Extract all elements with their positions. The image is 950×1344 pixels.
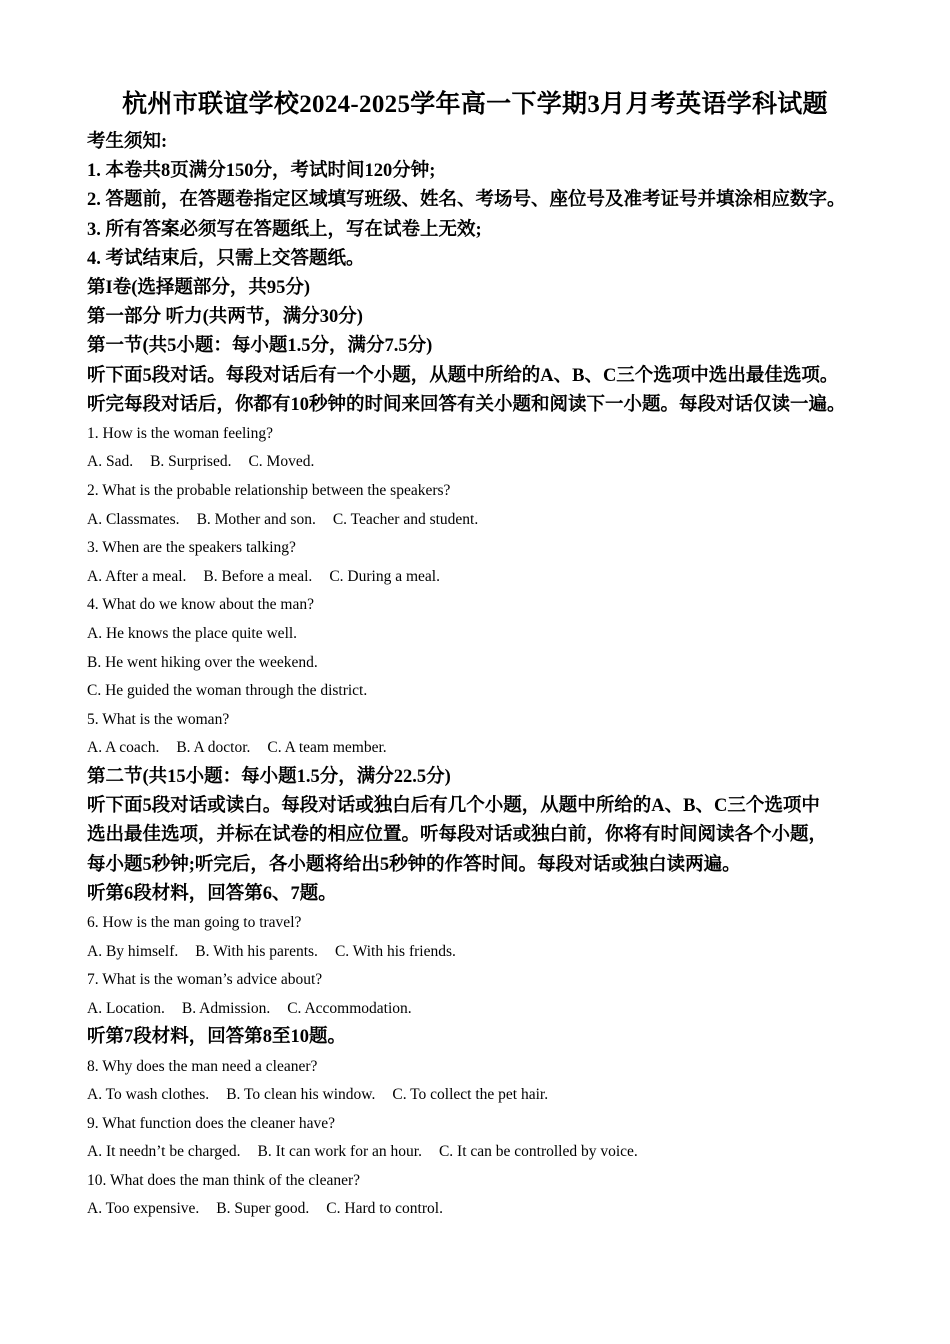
option: C. With his friends. (334, 942, 456, 960)
option: C. Hard to control. (326, 1200, 443, 1218)
notice-item: 4. 考试结束后，只需上交答题纸。 (87, 248, 365, 269)
option: C. To collect the pet hair. (392, 1086, 549, 1104)
notice-heading: 考生须知: (87, 132, 168, 152)
section-heading: 第二节(共15小题：每小题1.5分，满分22.5分) (87, 767, 451, 787)
material-heading: 听第6段材料，回答第6、7题。 (87, 883, 337, 904)
option-row (87, 1138, 917, 1167)
question: 3. When are the speakers talking? (87, 539, 296, 557)
part-heading: 第一部分 听力(共两节，满分30分) (87, 307, 363, 328)
option-row (87, 448, 917, 477)
option: B. With his parents. (195, 942, 318, 960)
question: 4. What do we know about the man? (87, 596, 314, 614)
notice-item: 3. 所有答案必须写在答题纸上，写在试卷上无效; (87, 219, 482, 240)
option-row (87, 1195, 917, 1224)
question: 7. What is the woman’s advice about? (87, 971, 323, 989)
option: B. It can work for an hour. (257, 1143, 422, 1161)
question: 10. What does the man think of the cleaner? (87, 1171, 361, 1189)
question: 9. What function does the cleaner have? (87, 1114, 336, 1132)
option: B. Super good. (216, 1200, 310, 1218)
notice-item: 1. 本卷共8页满分150分，考试时间120分钟; (87, 161, 436, 182)
option: A. Location. (87, 999, 165, 1017)
material-heading: 听第7段材料，回答第8至10题。 (87, 1027, 347, 1048)
option: B. A doctor. (176, 739, 251, 757)
option: C. Accommodation. (287, 999, 412, 1017)
option: C. Moved. (248, 453, 315, 471)
section-instruction: 每小题5秒钟;听完后，各小题将给出5秒钟的作答时间。每段对话或独白读两遍。 (87, 854, 741, 875)
option: B. He went hiking over the weekend. (87, 653, 318, 671)
option: A. By himself. (87, 942, 179, 960)
option-row (87, 995, 917, 1024)
option: A. After a meal. (87, 567, 187, 585)
option-row (87, 1081, 917, 1110)
volume-heading: 第I卷(选择题部分，共95分) (87, 277, 311, 298)
section-instruction: 听完每段对话后，你都有10秒钟的时间来回答有关小题和阅读下一小题。每段对话仅读一遍。 (87, 394, 846, 415)
option-row (87, 506, 917, 535)
page-title: 杭州市联谊学校2024-2025学年高一下学期3月月考英语学科试题 (122, 91, 828, 118)
option: C. During a meal. (329, 567, 440, 585)
option: A. Sad. (87, 453, 134, 471)
option: A. To wash clothes. (87, 1086, 210, 1104)
option: B. Admission. (181, 999, 271, 1017)
option: C. A team member. (267, 739, 387, 757)
question: 5. What is the woman? (87, 710, 230, 728)
question: 1. How is the woman feeling? (87, 424, 273, 442)
option: C. Teacher and student. (332, 510, 479, 528)
option: A. It needn’t be charged. (87, 1143, 241, 1161)
option: B. Before a meal. (203, 567, 313, 585)
section-heading: 第一节(共5小题：每小题1.5分，满分7.5分) (87, 336, 433, 357)
section-instruction: 选出最佳选项，并标在试卷的相应位置。听每段对话或独白前，你将有时间阅读各个小题， (87, 825, 828, 846)
option: B. Mother and son. (196, 510, 316, 528)
option: C. He guided the woman through the district. (87, 682, 368, 700)
option-row (87, 938, 917, 967)
option: A. Too expensive. (87, 1200, 200, 1218)
option-row (87, 563, 917, 592)
option: B. Surprised. (150, 453, 232, 471)
exam-content (87, 128, 917, 1224)
question: 6. How is the man going to travel? (87, 913, 302, 931)
section-instruction: 听下面5段对话或读白。每段对话或独白后有几个小题，从题中所给的A、B、C三个选项中 (87, 796, 820, 817)
question: 8. Why does the man need a cleaner? (87, 1057, 318, 1075)
option: C. It can be controlled by voice. (438, 1143, 638, 1161)
section-instruction: 听下面5段对话。每段对话后有一个小题，从题中所给的A、B、C三个选项中选出最佳选项。 (87, 365, 839, 386)
option: A. He knows the place quite well. (87, 625, 298, 643)
question: 2. What is the probable relationship between the speakers? (87, 482, 451, 500)
option: A. Classmates. (87, 510, 180, 528)
option: A. A coach. (87, 739, 160, 757)
option: B. To clean his window. (226, 1086, 376, 1104)
option-row (87, 734, 917, 763)
notice-item: 2. 答题前，在答题卷指定区域填写班级、姓名、考场号、座位号及准考证号并填涂相应数字。 (87, 190, 846, 211)
